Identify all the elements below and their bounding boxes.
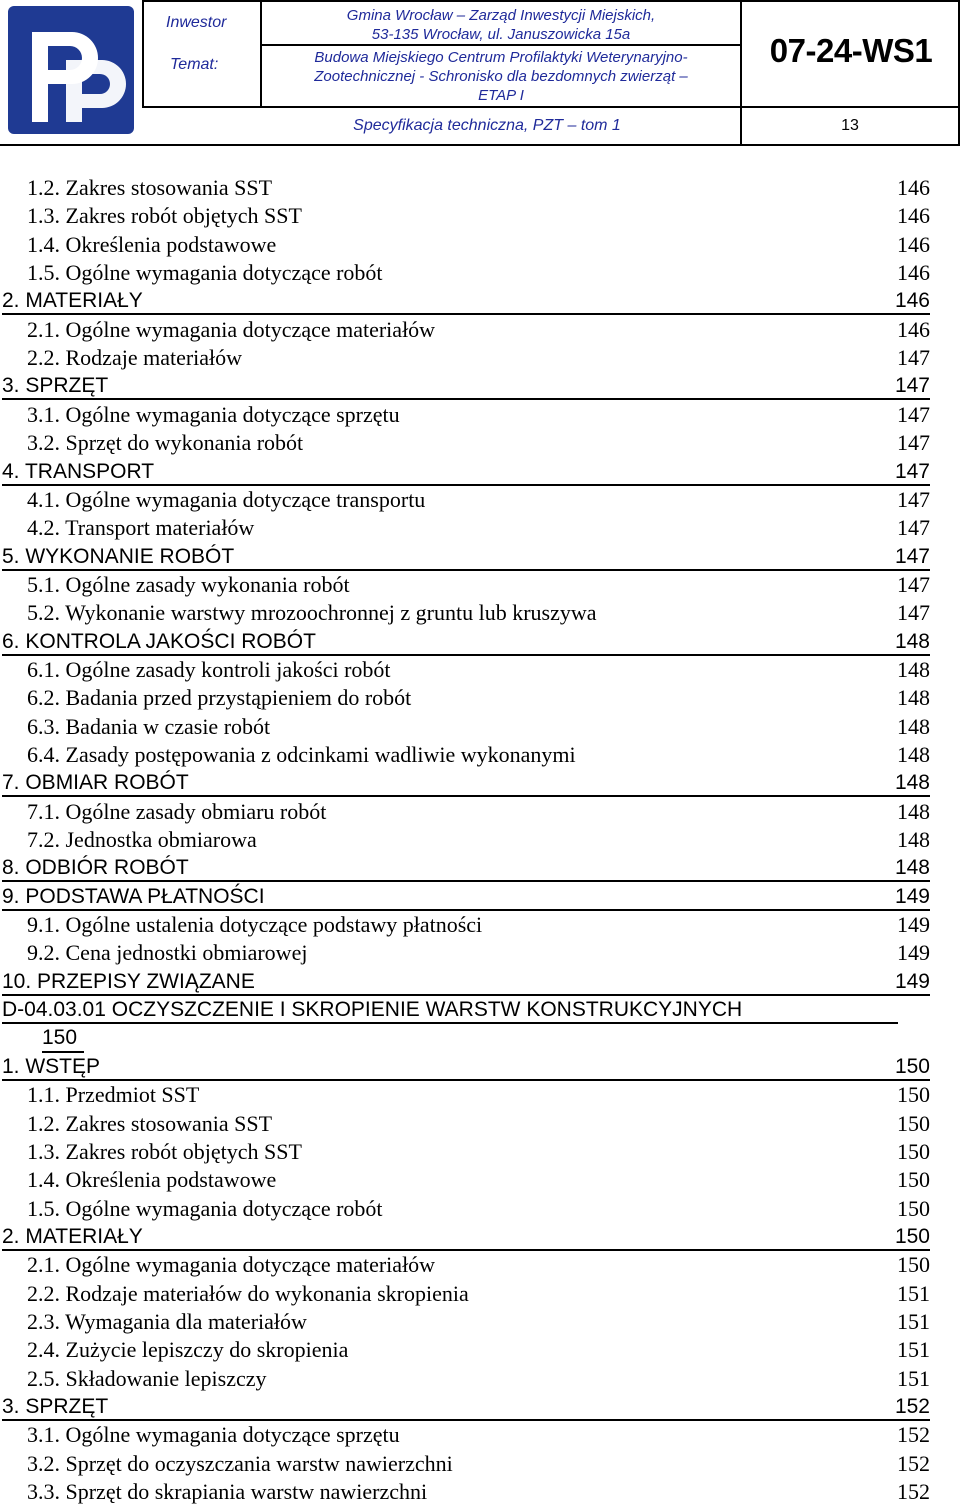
toc-entry-title: 9.2. Cena jednostki obmiarowej: [27, 940, 308, 966]
toc-entry-title: 7.2. Jednostka obmiarowa: [27, 827, 257, 853]
toc-entry: [0, 514, 960, 542]
toc-entry-title: 2.1. Ogólne wymagania dotyczące materiałów: [27, 1252, 436, 1278]
document-code: 07-24-WS1: [769, 32, 933, 69]
toc-entry-title: 3.2. Sprzęt do oczyszczania warstw nawierzchni: [27, 1450, 453, 1476]
toc-entry-title: 2.2. Rodzaje materiałów do wykonania skropienia: [27, 1280, 469, 1306]
toc-entry-page: 150: [897, 1252, 930, 1278]
toc-entry-page: 152: [897, 1422, 930, 1448]
toc-entry-page: 146: [897, 175, 930, 200]
toc-entry-title: 2.1. Ogólne wymagania dotyczące materiałów: [27, 316, 436, 342]
toc-entry-page: 148: [894, 771, 930, 795]
toc-entry-title: 3. SPRZĘT: [2, 374, 109, 398]
toc-entry-page: 148: [897, 713, 930, 739]
toc-entry-page: 149: [897, 912, 930, 938]
toc-entry: [0, 713, 960, 741]
toc-entry-page: 146: [894, 289, 930, 313]
toc-entry-page: 148: [897, 742, 930, 767]
toc-entry: [0, 486, 960, 514]
toc-entry: [0, 401, 960, 429]
toc-entry-page: 149: [894, 884, 930, 908]
toc-entry-page: 148: [894, 629, 930, 653]
toc-entry: [0, 1478, 960, 1506]
toc-entry-page: 150: [897, 1082, 930, 1108]
toc-entry-title: 4. TRANSPORT: [2, 459, 155, 483]
toc-entry-page: 147: [897, 486, 930, 512]
toc-entry-title: 1.3. Zakres robót objętych SST: [27, 203, 302, 229]
toc-entry: [0, 231, 960, 259]
toc-entry-page: 150: [897, 1195, 930, 1221]
toc-entry-title: 7. OBMIAR ROBÓT: [2, 771, 189, 795]
toc-entry-title: 2.4. Zużycie lepiszczy do skropienia: [27, 1337, 349, 1363]
toc-entry-title: 6. KONTROLA JAKOŚCI ROBÓT: [2, 629, 316, 653]
toc-entry-page: 146: [897, 203, 930, 229]
toc-entry-title: 6.1. Ogólne zasady kontroli jakości robót: [27, 656, 391, 682]
topic-line-2: Zootechnicznej - Schronisko dla bezdomnych zwierząt –: [314, 68, 688, 85]
toc-entry-title: 3. SPRZĘT: [2, 1395, 109, 1419]
toc-entry-title: 2. MATERIAŁY: [2, 1224, 143, 1248]
toc-entry: [0, 883, 960, 911]
toc-entry: [0, 259, 960, 287]
toc-entry-page: 147: [894, 459, 930, 483]
toc-entry-page: 152: [897, 1479, 930, 1505]
toc-entry: [0, 656, 960, 684]
toc-entry: [0, 628, 960, 656]
toc-entry-page: 151: [897, 1365, 930, 1391]
toc-entry-title: 6.4. Zasady postępowania z odcinkami wadliwie wykonanymi: [27, 742, 576, 767]
toc-entry: [0, 911, 960, 939]
toc-entry-title: 3.1. Ogólne wymagania dotyczące sprzętu: [27, 401, 400, 427]
toc-entry-title: D-04.03.01 OCZYSZCZENIE I SKROPIENIE WARSTW KONSTRUKCYJNYCH: [2, 998, 743, 1022]
investor-label: Inwestor: [166, 14, 227, 31]
toc-entry: [0, 1421, 960, 1449]
toc-entry: [0, 996, 960, 1053]
toc-entry: [0, 1308, 960, 1336]
toc-entry-page: 147: [897, 600, 930, 626]
toc-entry-title: 1.4. Określenia podstawowe: [27, 1167, 277, 1193]
toc-entry-title: 2. MATERIAŁY: [2, 289, 143, 313]
toc-entry-page: 146: [897, 231, 930, 257]
project-topic: [262, 48, 740, 105]
toc-entry: [0, 1336, 960, 1364]
toc-entry: [0, 1450, 960, 1478]
toc-entry: [0, 798, 960, 826]
toc-entry-title: 10. PRZEPISY ZWIĄZANE: [2, 969, 255, 993]
toc-entry-page: 147: [897, 515, 930, 541]
toc-entry-title: 7.1. Ogólne zasady obmiaru robót: [27, 798, 327, 824]
toc-entry-page: 147: [897, 430, 930, 456]
toc-entry: [0, 571, 960, 599]
toc-entry-title: 2.5. Składowanie lepiszczy: [27, 1365, 267, 1391]
spec-title: Specyfikacja techniczna, PZT – tom 1: [353, 117, 621, 134]
toc-entry: [0, 429, 960, 457]
toc-entry-title: 1. WSTĘP: [2, 1054, 101, 1078]
topic-label: Temat:: [170, 56, 219, 73]
toc-entry-page: 149: [894, 969, 930, 993]
toc-entry-title: 5.2. Wykonanie warstwy mrozoochronnej z gruntu lub kruszywa: [27, 600, 597, 626]
toc-entry-title: 1.3. Zakres robót objętych SST: [27, 1138, 302, 1164]
topic-line-3: ETAP I: [478, 87, 524, 104]
toc-entry: [0, 316, 960, 344]
toc-entry-page: 147: [897, 401, 930, 427]
company-logo-icon: [2, 2, 142, 140]
toc-entry-page: 148: [897, 656, 930, 682]
page-number: 13: [841, 117, 859, 134]
toc-entry-page: 151: [897, 1280, 930, 1306]
investor-info: [262, 6, 740, 44]
investor-line-1: Gmina Wrocław – Zarząd Inwestycji Miejskich,: [346, 7, 656, 24]
toc-entry: [0, 1166, 960, 1194]
toc-entry: [0, 1251, 960, 1279]
toc-entry-page: 148: [897, 827, 930, 853]
toc-entry-page: 149: [897, 940, 930, 966]
toc-entry: [0, 543, 960, 571]
toc-entry-title: 3.3. Sprzęt do skrapiania warstw nawierzchni: [27, 1479, 428, 1505]
toc-entry-title: 5.1. Ogólne zasady wykonania robót: [27, 571, 350, 597]
toc-entry-page: 150: [894, 1054, 930, 1078]
toc-entry-title: 3.2. Sprzęt do wykonania robót: [27, 430, 304, 456]
toc-entry: [0, 599, 960, 627]
toc-entry-title: 1.2. Zakres stosowania SST: [27, 1110, 273, 1136]
toc-entry-title: 1.2. Zakres stosowania SST: [27, 175, 273, 200]
toc-entry: [0, 854, 960, 882]
toc-entry: [0, 1081, 960, 1109]
toc-entry: [0, 174, 960, 202]
toc-entry-page: 150: [894, 1224, 930, 1248]
toc-entry: [0, 344, 960, 372]
toc-entry: [0, 684, 960, 712]
toc-entry: [0, 372, 960, 400]
toc-entry-title: 1.1. Przedmiot SST: [27, 1082, 200, 1108]
toc-entry: [0, 769, 960, 797]
toc-entry-page: 146: [897, 260, 930, 286]
toc-entry-title: 6.3. Badania w czasie robót: [27, 713, 271, 739]
toc-entry-page: 146: [897, 316, 930, 342]
toc-entry-page: 148: [897, 798, 930, 824]
toc-entry: [0, 1110, 960, 1138]
toc-entry-title: 5. WYKONANIE ROBÓT: [2, 544, 235, 568]
toc-entry-title: 2.3. Wymagania dla materiałów: [27, 1309, 307, 1334]
toc-entry-title: 1.5. Ogólne wymagania dotyczące robót: [27, 1195, 383, 1221]
toc-entry-page: 152: [894, 1395, 930, 1419]
toc-entry: [0, 287, 960, 315]
topic-line-1: Budowa Miejskiego Centrum Profilaktyki Weterynaryjno-: [314, 49, 688, 66]
toc-entry-page: 147: [894, 374, 930, 398]
toc-entry-page: 150: [42, 1026, 78, 1050]
toc-entry: [0, 1195, 960, 1223]
toc-entry: [0, 202, 960, 230]
toc-entry-title: 3.1. Ogólne wymagania dotyczące sprzętu: [27, 1422, 400, 1448]
toc-entry-page: 150: [897, 1167, 930, 1193]
toc-entry: [0, 1393, 960, 1421]
toc-entry-title: 1.5. Ogólne wymagania dotyczące robót: [27, 260, 383, 286]
toc-entry: [0, 939, 960, 967]
toc-entry: [0, 968, 960, 996]
toc-entry-title: 4.2. Transport materiałów: [27, 515, 255, 541]
toc-entry-page: 150: [897, 1110, 930, 1136]
toc-entry-title: 8. ODBIÓR ROBÓT: [2, 856, 189, 880]
toc-entry-page: 152: [897, 1450, 930, 1476]
toc-entry-page: 151: [897, 1337, 930, 1363]
toc-entry-page: 148: [894, 856, 930, 880]
toc-entry-title: 2.2. Rodzaje materiałów: [27, 345, 243, 371]
toc-entry: [0, 458, 960, 486]
toc-entry-title: 6.2. Badania przed przystąpieniem do robót: [27, 685, 412, 711]
toc-entry: [0, 1365, 960, 1393]
toc-entry-page: 150: [897, 1138, 930, 1164]
toc-entry-page: 147: [897, 571, 930, 597]
toc-entry-title: 9.1. Ogólne ustalenia dotyczące podstawy płatności: [27, 912, 483, 938]
investor-line-2: 53-135 Wrocław, ul. Januszowicka 15a: [371, 26, 631, 43]
toc-entry-title: 4.1. Ogólne wymagania dotyczące transportu: [27, 486, 426, 512]
toc-entry: [0, 741, 960, 769]
toc-entry-page: 147: [897, 345, 930, 371]
toc-entry: [0, 1280, 960, 1308]
toc-entry-page: 147: [894, 544, 930, 568]
toc-entry: [0, 1223, 960, 1251]
toc-entry-page: 151: [897, 1309, 930, 1334]
toc-entry-title: 1.4. Określenia podstawowe: [27, 231, 277, 257]
toc-entry: [0, 1053, 960, 1081]
toc-entry-page: 148: [897, 685, 930, 711]
toc-entry-title: 9. PODSTAWA PŁATNOŚCI: [2, 884, 265, 908]
toc-entry: [0, 826, 960, 854]
document-header: [0, 0, 960, 148]
toc-entry: [0, 1138, 960, 1166]
